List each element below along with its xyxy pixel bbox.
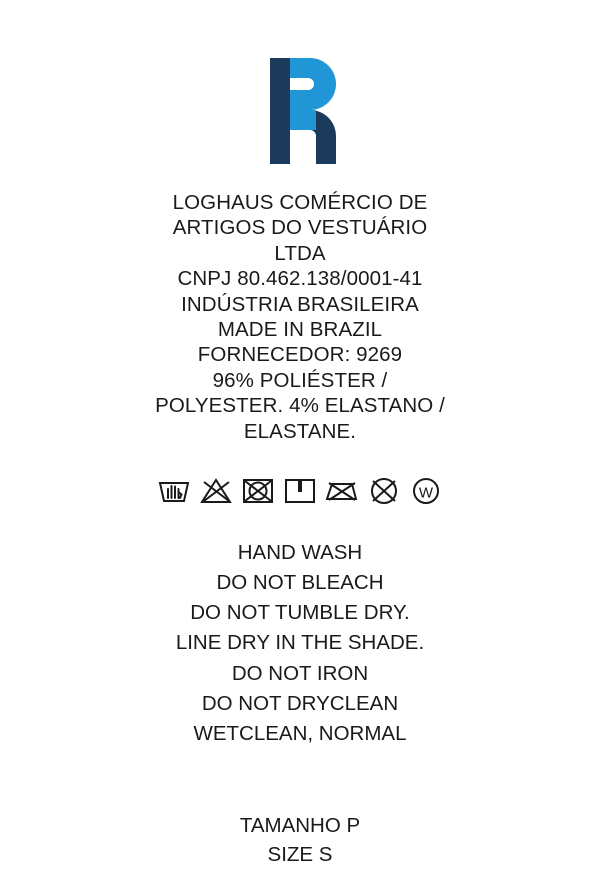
care-instructions [176,538,424,749]
origin-line-1: INDÚSTRIA BRASILEIRA [181,292,419,316]
size-pt: TAMANHO P [239,813,361,837]
loghaus-logo-icon [264,58,336,164]
size-info [240,811,360,869]
care-line-7: WETCLEAN, NORMAL [193,721,407,745]
company-info [173,190,428,292]
supplier-info [198,342,402,367]
care-symbols-row [154,470,446,510]
company-cnpj: CNPJ 80.462.138/0001-41 [177,267,423,291]
composition-info [155,368,445,444]
do-not-tumble-dry-symbol [238,470,278,510]
origin-info [181,292,419,343]
hand-wash-symbol [154,470,194,510]
do-not-iron-symbol [322,470,362,510]
do-not-bleach-symbol [196,470,236,510]
svg-text:W: W [418,484,434,502]
size-en: SIZE S [267,843,333,867]
care-line-4: LINE DRY IN THE SHADE. [175,631,425,655]
company-line-2: ARTIGOS DO VESTUÁRIO [172,216,428,240]
composition-line-2: POLYESTER. 4% ELASTANO / [155,394,445,418]
care-line-5: DO NOT IRON [231,661,369,685]
care-line-3: DO NOT TUMBLE DRY. [190,601,410,625]
line-dry-in-shade-symbol [280,470,320,510]
origin-line-2: MADE IN BRAZIL [217,318,383,342]
composition-line-1: 96% POLIÉSTER / [212,368,388,392]
do-not-dryclean-symbol [364,470,404,510]
care-line-2: DO NOT BLEACH [216,571,384,595]
company-line-1: LOGHAUS COMÉRCIO DE [172,191,428,214]
care-line-1: HAND WASH [237,541,363,565]
care-line-6: DO NOT DRYCLEAN [201,691,399,715]
wetclean-normal-symbol [406,470,446,510]
company-line-3: LTDA [274,241,326,265]
composition-line-3: ELASTANE. [243,419,357,443]
supplier-line-1: FORNECEDOR: 9269 [197,343,403,367]
